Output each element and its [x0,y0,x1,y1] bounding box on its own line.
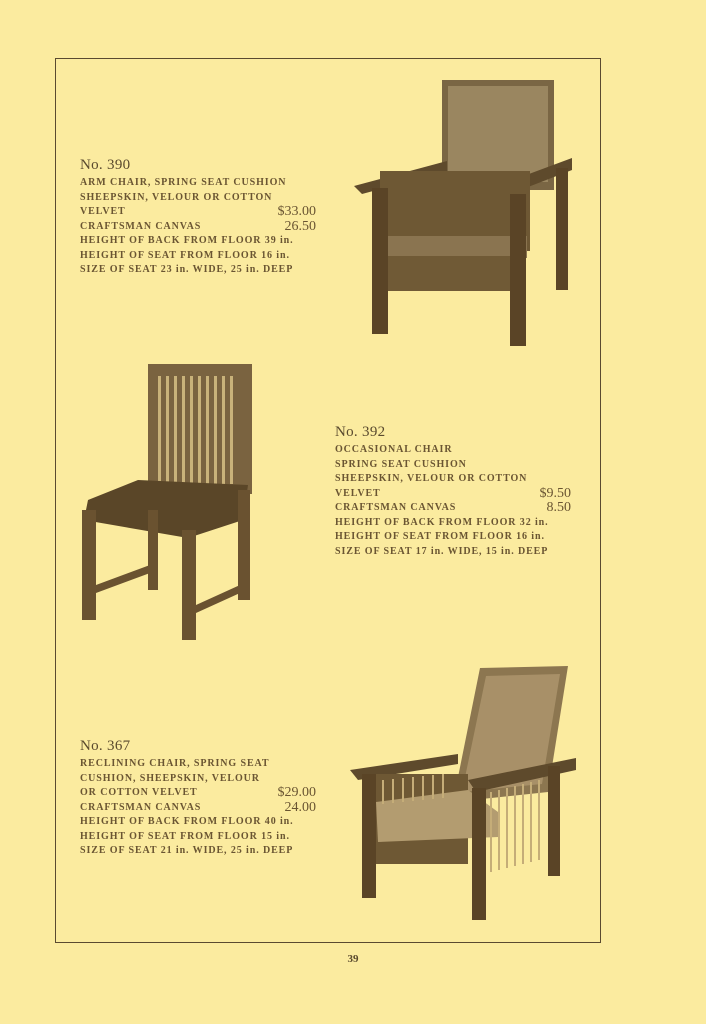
desc-text: ARM CHAIR, SPRING SEAT CUSHION [80,177,287,188]
desc-line [80,176,316,191]
desc-text: OCCASIONAL CHAIR [335,444,453,455]
desc-line [80,815,316,830]
desc-line [80,757,316,772]
desc-text: HEIGHT OF BACK FROM FLOOR 39 in. [80,235,294,246]
desc-text: VELVET [335,487,381,499]
desc-line [80,772,316,787]
desc-line [80,205,316,220]
desc-line [335,472,571,487]
desc-text: CRAFTSMAN CANVAS [80,220,202,232]
item-number: No. 390 [80,157,131,173]
occasional-chair-392-image [78,360,256,644]
desc-line [335,501,571,516]
desc-text: SHEEPSKIN, VELOUR OR COTTON [80,191,273,203]
price: 24.00 [284,799,316,815]
desc-text: RECLINING CHAIR, SPRING SEAT [80,758,270,769]
desc-line [80,234,316,249]
desc-text: SIZE OF SEAT 17 in. WIDE, 15 in. DEEP [335,545,549,557]
desc-line [80,830,316,845]
desc-line [80,801,316,816]
price: 26.50 [284,218,316,234]
desc-text: HEIGHT OF BACK FROM FLOOR 40 in. [80,816,294,827]
desc-line [335,530,571,545]
item-description-367 [80,738,316,859]
reclining-chair-367-image [348,662,580,924]
desc-text: CRAFTSMAN CANVAS [80,801,202,813]
desc-line [80,786,316,801]
desc-line [80,220,316,235]
desc-line [80,263,316,278]
desc-line [80,249,316,264]
desc-line [335,458,571,473]
price: $29.00 [277,785,316,800]
desc-line [335,545,571,560]
price: $9.50 [539,485,571,501]
desc-text: SIZE OF SEAT 21 in. WIDE, 25 in. DEEP [80,845,294,856]
desc-text: HEIGHT OF SEAT FROM FLOOR 16 in. [80,249,290,261]
desc-text: VELVET [80,206,126,217]
desc-text: OR COTTON VELVET [80,787,198,798]
desc-line [335,487,571,502]
desc-text: HEIGHT OF SEAT FROM FLOOR 15 in. [80,830,290,842]
desc-line [80,844,316,859]
desc-text: CRAFTSMAN CANVAS [335,502,457,513]
desc-text: HEIGHT OF BACK FROM FLOOR 32 in. [335,516,549,528]
desc-text: SHEEPSKIN, VELOUR OR COTTON [335,473,528,484]
price: $33.00 [277,204,316,219]
arm-chair-390-image [352,76,576,348]
desc-line [80,191,316,206]
price: 8.50 [546,500,571,515]
desc-text: SPRING SEAT CUSHION [335,458,467,470]
item-number: No. 392 [335,424,386,440]
desc-text: SIZE OF SEAT 23 in. WIDE, 25 in. DEEP [80,264,294,275]
desc-text: CUSHION, SHEEPSKIN, VELOUR [80,772,260,784]
page-number: 39 [347,953,359,965]
item-number: No. 367 [80,738,131,754]
item-description-392 [335,424,571,559]
desc-line [335,443,571,458]
desc-line [335,516,571,531]
item-description-390 [80,157,316,278]
desc-text: HEIGHT OF SEAT FROM FLOOR 16 in. [335,531,545,542]
